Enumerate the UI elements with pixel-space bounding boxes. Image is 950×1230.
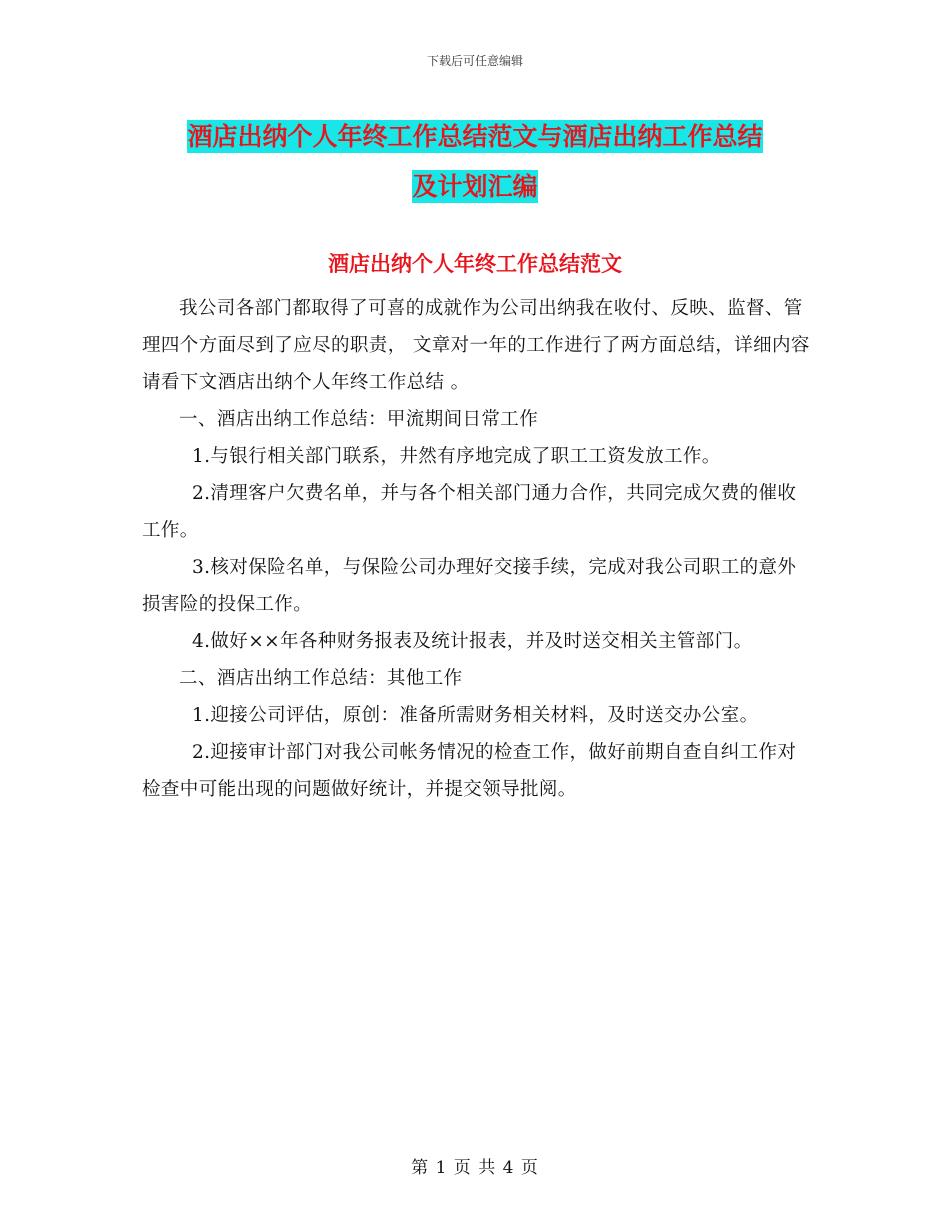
document-title-line-1: 酒店出纳个人年终工作总结范文与酒店出纳工作总结 (187, 122, 763, 151)
subsection-heading-2: 二、酒店出纳工作总结：其他工作 (179, 668, 463, 689)
document-title (140, 112, 810, 212)
intro-paragraph: 我公司各部门都取得了可喜的成就作为公司出纳我在收付、反映、监督、管理四个方面尽到了应尽的职责， 文章对一年的工作进行了两方面总结，详细内容请看下文酒店出纳个人年终工作总结 。 (142, 298, 810, 393)
section-heading: 酒店出纳个人年终工作总结范文 (328, 251, 622, 276)
list-item: 3.核对保险名单，与保险公司办理好交接手续，完成对我公司职工的意外损害险的投保工作。 (142, 557, 797, 615)
list-item: 2.清理客户欠费名单，并与各个相关部门通力合作，共同完成欠费的催收工作。 (142, 483, 797, 541)
list-item: 1.迎接公司评估，原创：准备所需财务相关材料，及时送交办公室。 (191, 705, 759, 726)
subsection-heading-1: 一、酒店出纳工作总结：甲流期间日常工作 (179, 409, 539, 430)
list-item: 4.做好××年各种财务报表及统计报表，并及时送交相关主管部门。 (191, 631, 753, 652)
document-title-line-2: 及计划汇编 (412, 172, 538, 201)
list-item: 2.迎接审计部门对我公司帐务情况的检查工作，做好前期自查自纠工作对检查中可能出现的问题做好统计，并提交领导批阅。 (142, 742, 797, 800)
list-item: 1.与银行相关部门联系，井然有序地完成了职工工资发放工作。 (191, 446, 721, 467)
page-number-footer: 第 1 页 共 4 页 (411, 1158, 539, 1178)
page-header-note: 下载后可任意编辑 (426, 54, 523, 68)
document-body (142, 290, 812, 808)
